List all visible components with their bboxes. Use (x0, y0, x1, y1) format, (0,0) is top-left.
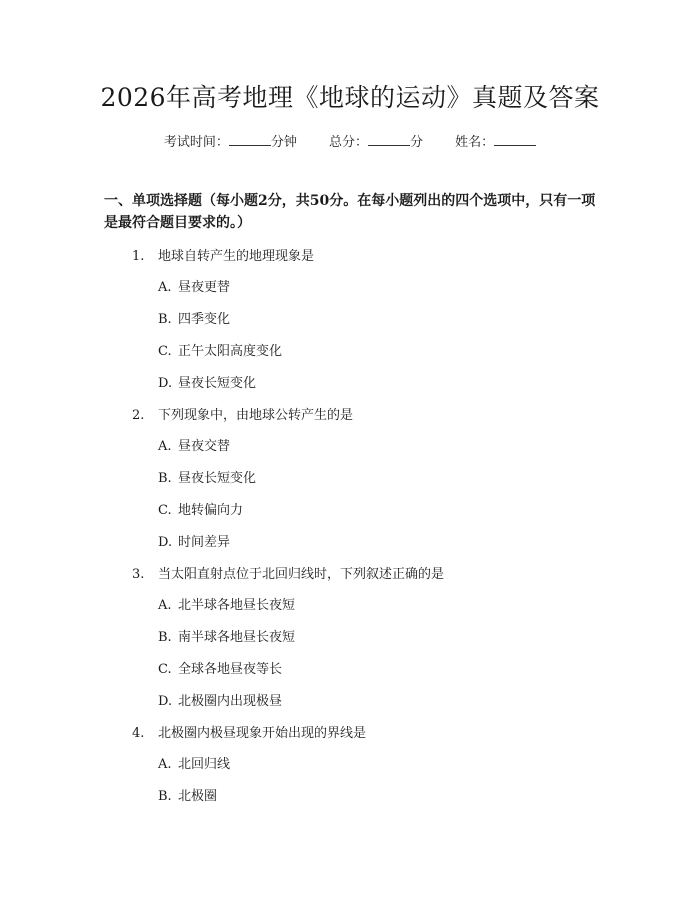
option-text: 南半球各地昼长夜短 (178, 630, 296, 645)
question-number: 3. (132, 567, 145, 582)
option-text: 北极圈内出现极昼 (178, 694, 283, 709)
exam-time-field (164, 131, 297, 150)
option-letter: D. (158, 694, 173, 709)
option-4-a[interactable] (158, 753, 230, 772)
question-text: 地球自转产生的地理现象是 (158, 249, 315, 264)
question-3 (132, 563, 444, 582)
option-text: 全球各地昼夜等长 (178, 662, 283, 677)
option-1-c[interactable] (158, 340, 282, 359)
exam-info-line (0, 131, 700, 150)
name-field (455, 131, 536, 150)
question-text: 当太阳直射点位于北回归线时，下列叙述正确的是 (158, 567, 445, 582)
question-2 (132, 404, 353, 423)
option-2-c[interactable] (158, 499, 243, 518)
option-letter: A. (158, 757, 172, 772)
option-text: 时间差异 (178, 535, 231, 550)
option-letter: A. (158, 439, 172, 454)
question-text: 北极圈内极昼现象开始出现的界线是 (158, 726, 367, 741)
option-1-a[interactable] (158, 276, 230, 295)
question-1 (132, 245, 314, 264)
option-letter: D. (158, 535, 173, 550)
option-letter: B. (158, 630, 172, 645)
option-2-b[interactable] (158, 467, 256, 486)
question-number: 2. (132, 408, 145, 423)
question-number: 1. (132, 249, 145, 264)
option-letter: C. (158, 662, 172, 677)
option-text: 正午太阳高度变化 (178, 344, 283, 359)
option-1-b[interactable] (158, 308, 230, 327)
option-text: 北回归线 (178, 757, 231, 772)
option-letter: B. (158, 312, 172, 327)
total-score-label: 总分： (328, 135, 368, 150)
option-3-d[interactable] (158, 690, 282, 709)
option-text: 四季变化 (178, 312, 231, 327)
total-score-blank[interactable] (368, 133, 410, 146)
option-3-b[interactable] (158, 626, 295, 645)
option-letter: C. (158, 503, 172, 518)
section-heading: 一、单项选择题（每小题2分，共50分。在每小题列出的四个选项中，只有一项是最符合题目要求的。） (104, 193, 596, 231)
option-letter: B. (158, 789, 172, 804)
option-2-d[interactable] (158, 531, 230, 550)
option-text: 昼夜长短变化 (178, 471, 257, 486)
option-3-c[interactable] (158, 658, 282, 677)
name-label: 姓名： (455, 135, 495, 150)
option-text: 地转偏向力 (178, 503, 244, 518)
question-4 (132, 722, 366, 741)
total-score-unit: 分 (410, 135, 424, 150)
name-blank[interactable] (494, 133, 536, 146)
option-1-d[interactable] (158, 372, 256, 391)
option-text: 昼夜交替 (178, 439, 231, 454)
option-text: 北极圈 (178, 789, 218, 804)
exam-time-unit: 分钟 (270, 135, 297, 150)
page-title: 2026年高考地理《地球的运动》真题及答案 (100, 83, 600, 112)
option-2-a[interactable] (158, 435, 230, 454)
exam-time-label: 考试时间： (163, 135, 229, 150)
option-text: 北半球各地昼长夜短 (178, 598, 296, 613)
option-4-b[interactable] (158, 785, 217, 804)
option-text: 昼夜更替 (178, 280, 231, 295)
total-score-field (329, 131, 423, 150)
question-number: 4. (132, 726, 145, 741)
option-text: 昼夜长短变化 (178, 376, 257, 391)
option-letter: D. (158, 376, 173, 391)
option-3-a[interactable] (158, 594, 295, 613)
question-text: 下列现象中，由地球公转产生的是 (158, 408, 354, 423)
option-letter: B. (158, 471, 172, 486)
exam-time-blank[interactable] (229, 133, 271, 146)
option-letter: C. (158, 344, 172, 359)
option-letter: A. (158, 280, 172, 295)
option-letter: A. (158, 598, 172, 613)
